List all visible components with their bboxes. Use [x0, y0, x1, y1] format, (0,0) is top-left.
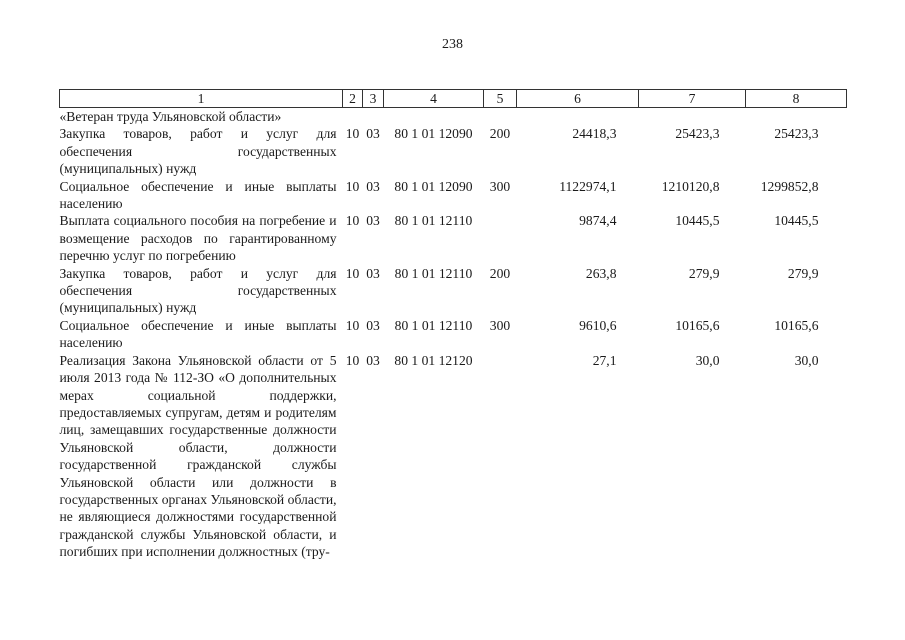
- table-row: [60, 108, 847, 126]
- row-name: «Ветеран труда Ульяновской области»: [59, 109, 282, 124]
- row-target-code: 80 1 01 12090: [394, 178, 473, 194]
- row-name: Реализация Закона Ульяновской области от 5 июля 2013 года № 112-ЗО «О дополнительных мерах социальной поддержки, предоставляемых супругам, детям и родителям лиц, замещавших государственные должности Ульяновской области, должности государственной гражданской службы Ульяновской области или должности в государственных органах Ульяновской области, не являющиеся должностями государственной гражданской службы Ульяновской области, и погибших при исполнении должностных (тру-: [59, 352, 337, 560]
- row-expense-type: 300: [489, 178, 511, 194]
- row-expense-type: 200: [489, 265, 511, 281]
- column-header-2: 2: [343, 90, 363, 108]
- row-name: Выплата социального пособия на погребение и возмещение расходов по гарантированному перечню услуг по погребению: [59, 213, 337, 264]
- row-target-code: 80 1 01 12120: [394, 352, 473, 368]
- row-amount-year2: 10445,5: [675, 213, 720, 229]
- row-amount-year1: 9874,4: [579, 213, 617, 229]
- row-section: [343, 108, 363, 126]
- row-section: 10: [345, 213, 360, 229]
- row-subsection: 03: [366, 178, 380, 194]
- page-number: 238: [442, 37, 463, 52]
- row-amount-year2: 1210120,8: [661, 178, 720, 194]
- row-target-code: [384, 108, 484, 126]
- row-name: Закупка товаров, работ и услуг для обеспечения государственных (муниципальных) нужд: [59, 126, 337, 177]
- table-row: [60, 352, 847, 561]
- row-name: Социальное обеспечение и иные выплаты населению: [59, 178, 337, 212]
- row-subsection: 03: [366, 265, 380, 281]
- row-subsection: 03: [366, 126, 380, 142]
- row-amount-year1: [517, 108, 639, 126]
- row-target-code: 80 1 01 12110: [394, 265, 473, 281]
- table-header-row: [60, 90, 847, 108]
- row-amount-year3: 1299852,8: [760, 178, 819, 194]
- row-name: Закупка товаров, работ и услуг для обеспечения государственных (муниципальных) нужд: [59, 265, 337, 316]
- budget-table: [59, 89, 847, 561]
- row-name: Социальное обеспечение и иные выплаты населению: [59, 317, 337, 351]
- column-header-7: 7: [639, 90, 746, 108]
- row-amount-year3: 25423,3: [774, 126, 819, 142]
- row-amount-year2: 30,0: [695, 352, 720, 368]
- row-amount-year2: 279,9: [688, 265, 720, 281]
- row-subsection: 03: [366, 352, 380, 368]
- row-amount-year3: 10165,6: [774, 317, 819, 333]
- row-amount-year1: 24418,3: [572, 126, 617, 142]
- row-amount-year3: 30,0: [794, 352, 819, 368]
- row-expense-type: 300: [489, 317, 511, 333]
- row-expense-type: [484, 352, 517, 561]
- row-subsection: 03: [366, 317, 380, 333]
- row-section: 10: [345, 317, 360, 333]
- row-section: 10: [345, 126, 360, 142]
- row-amount-year1: 1122974,1: [559, 178, 617, 194]
- row-expense-type: [484, 108, 517, 126]
- row-expense-type: [484, 212, 517, 264]
- row-amount-year1: 9610,6: [579, 317, 617, 333]
- row-section: 10: [345, 178, 360, 194]
- row-section: 10: [345, 352, 360, 368]
- row-amount-year1: 263,8: [585, 265, 617, 281]
- column-header-4: 4: [384, 90, 484, 108]
- column-header-5: 5: [484, 90, 517, 108]
- row-amount-year3: 279,9: [787, 265, 819, 281]
- row-expense-type: 200: [489, 126, 511, 142]
- row-amount-year3: [746, 108, 847, 126]
- row-subsection: [363, 108, 384, 126]
- row-amount-year2: 10165,6: [675, 317, 720, 333]
- row-amount-year2: [639, 108, 746, 126]
- row-amount-year2: 25423,3: [675, 126, 720, 142]
- row-target-code: 80 1 01 12090: [394, 126, 473, 142]
- column-header-1: 1: [60, 90, 343, 108]
- table-row: [60, 178, 847, 213]
- column-header-3: 3: [363, 90, 384, 108]
- table-row: [60, 212, 847, 264]
- row-amount-year3: 10445,5: [774, 213, 819, 229]
- table-row: [60, 265, 847, 317]
- column-header-8: 8: [746, 90, 847, 108]
- column-header-6: 6: [517, 90, 639, 108]
- row-target-code: 80 1 01 12110: [394, 317, 473, 333]
- row-target-code: 80 1 01 12110: [394, 213, 473, 229]
- table-row: [60, 125, 847, 177]
- row-subsection: 03: [366, 213, 380, 229]
- row-amount-year1: 27,1: [592, 352, 617, 368]
- table-row: [60, 317, 847, 352]
- row-section: 10: [345, 265, 360, 281]
